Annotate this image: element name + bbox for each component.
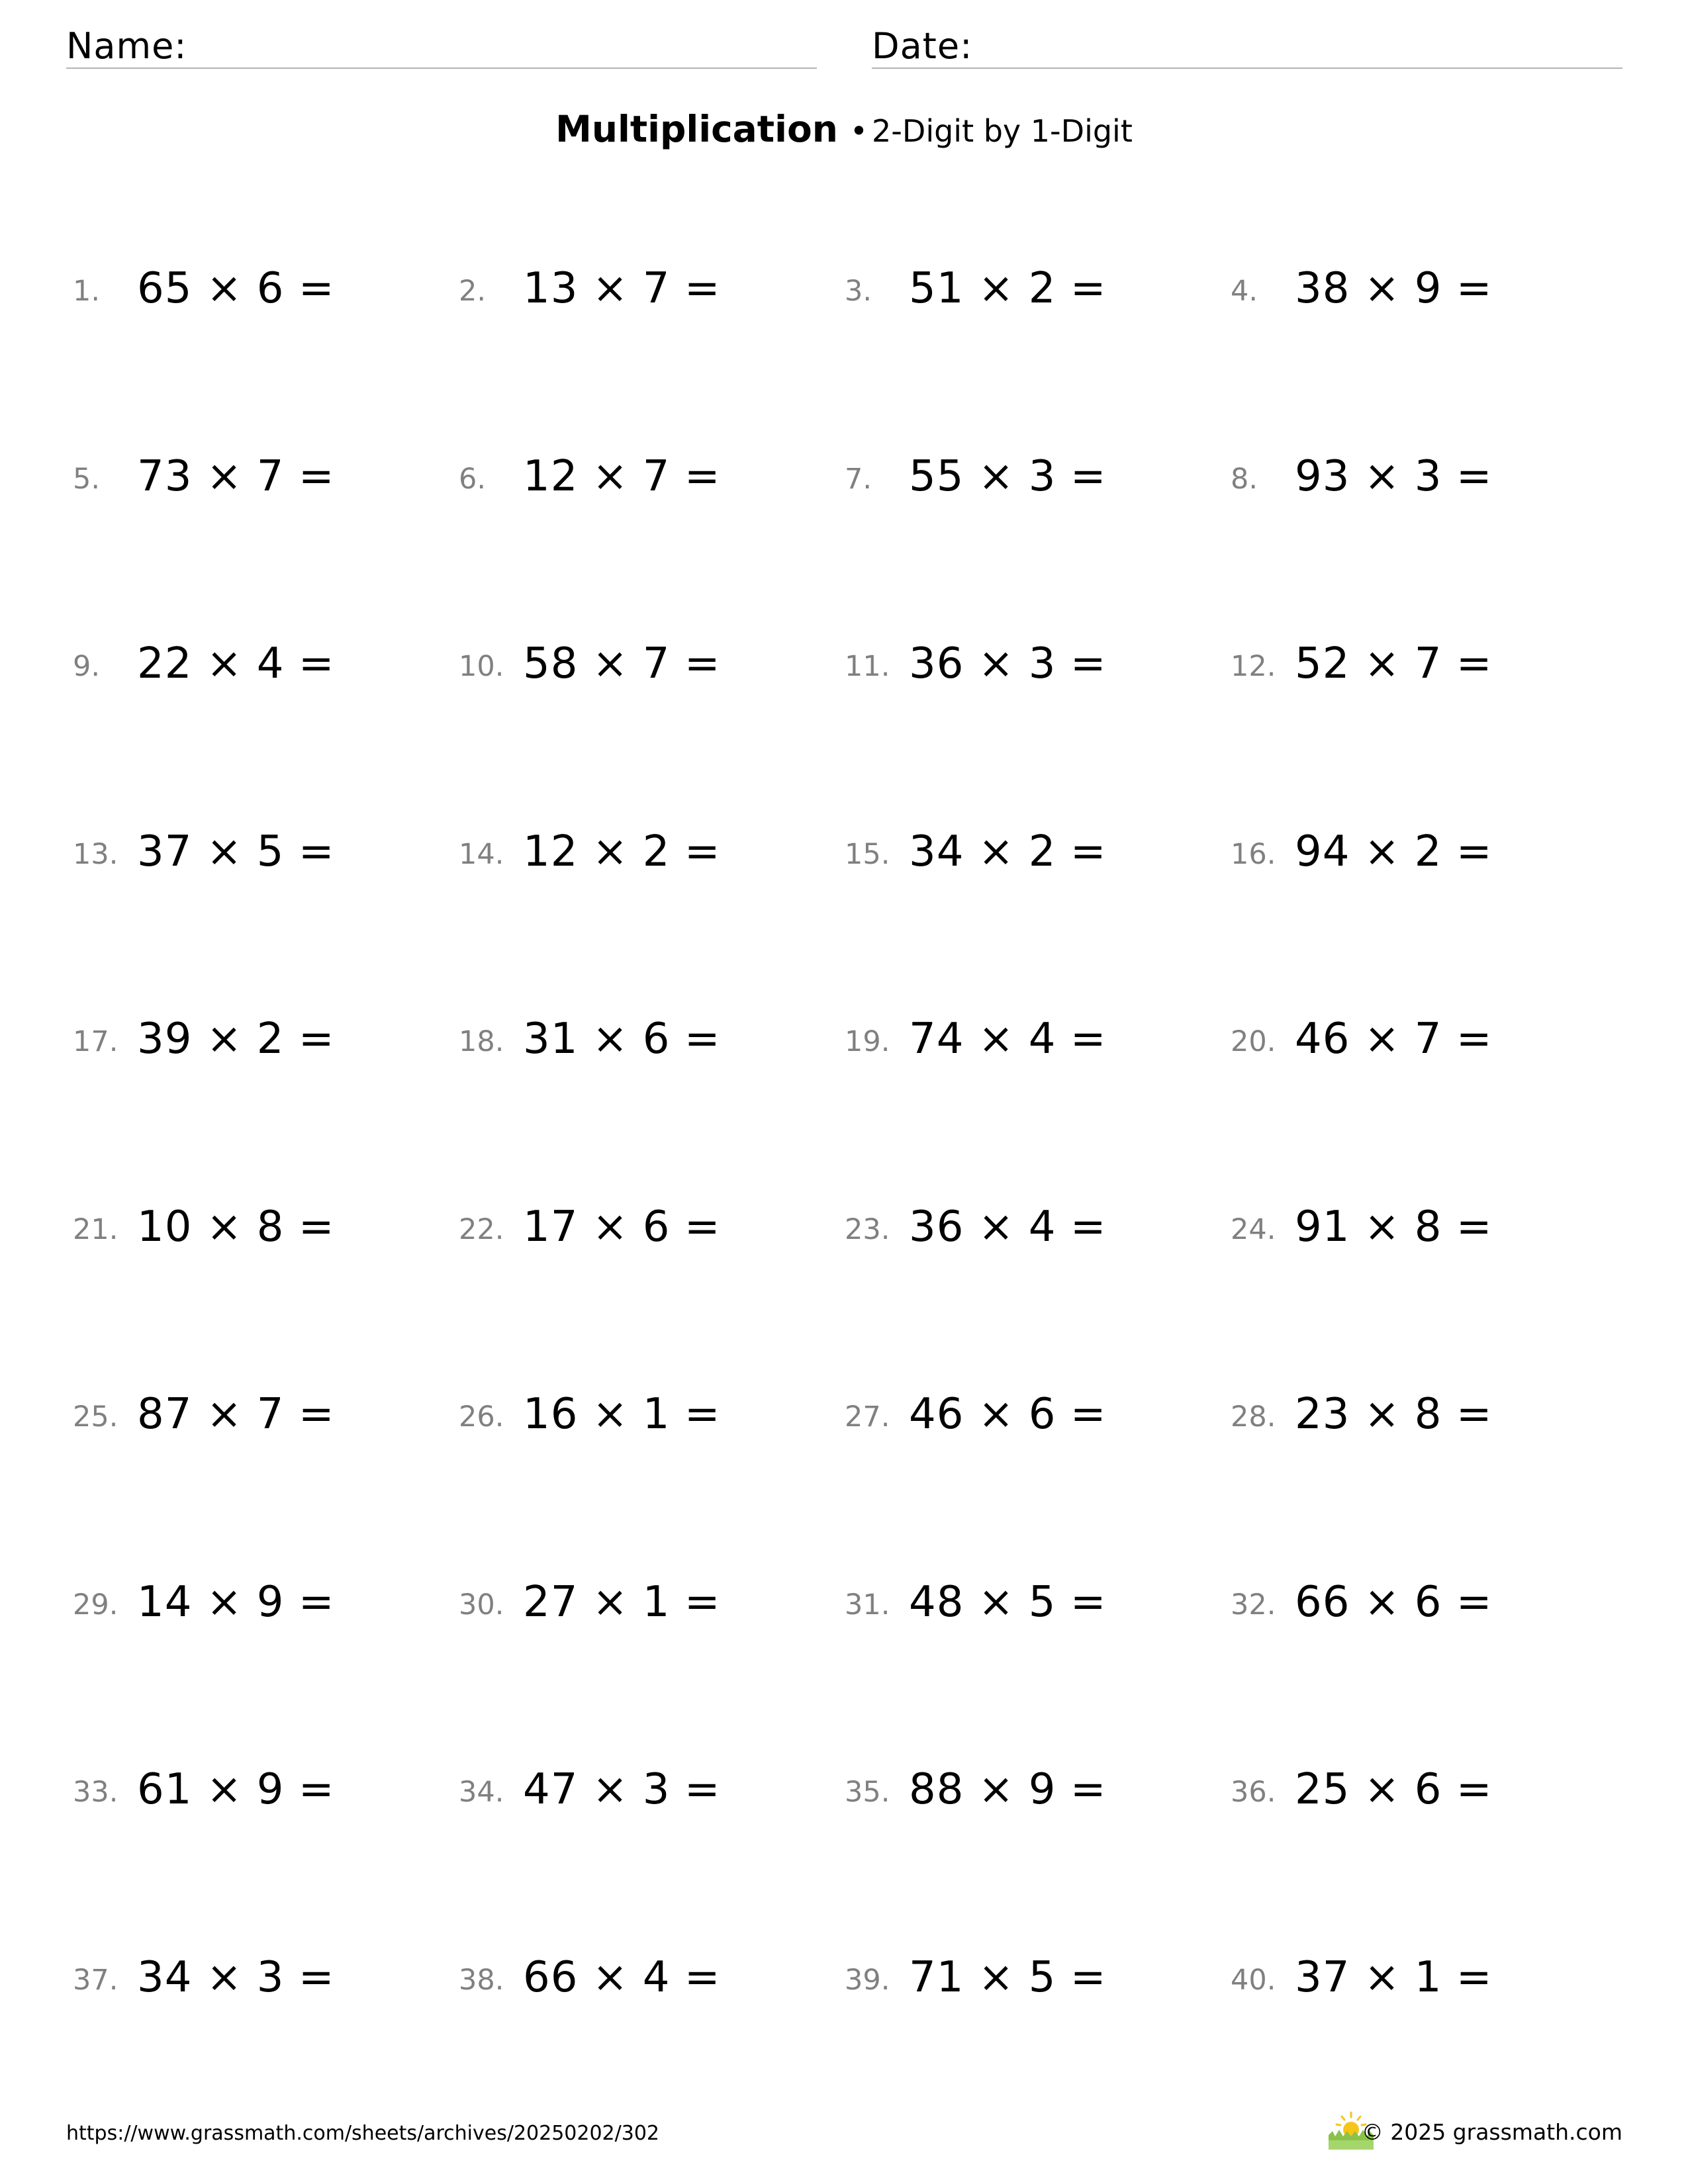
problem-number: 6. <box>459 463 487 496</box>
problem-item <box>845 1200 1215 1259</box>
problem-expression: 65 × 6 = <box>137 264 335 313</box>
problem-number: 31. <box>845 1588 890 1621</box>
problem-expression: 34 × 2 = <box>909 827 1107 876</box>
problem-expression: 55 × 3 = <box>909 452 1107 501</box>
problem-item <box>845 1012 1215 1071</box>
problem-item <box>1231 1575 1601 1635</box>
problem-number: 34. <box>459 1776 504 1809</box>
problem-expression: 38 × 9 = <box>1295 264 1493 313</box>
problem-expression: 48 × 5 = <box>909 1578 1107 1627</box>
problem-item <box>73 1762 444 1822</box>
problem-expression: 16 × 1 = <box>523 1390 721 1439</box>
problem-expression: 12 × 7 = <box>523 452 721 501</box>
problem-expression: 58 × 7 = <box>523 639 721 688</box>
problem-item <box>845 1575 1215 1635</box>
problem-item <box>845 825 1215 884</box>
problem-expression: 10 × 8 = <box>137 1203 335 1251</box>
problem-number: 16. <box>1231 838 1276 871</box>
problem-item <box>73 637 444 696</box>
problem-item <box>1231 1762 1601 1822</box>
problem-number: 2. <box>459 275 487 308</box>
problem-item <box>845 1762 1215 1822</box>
problem-number: 15. <box>845 838 890 871</box>
problem-number: 23. <box>845 1213 890 1246</box>
problem-item <box>1231 1200 1601 1259</box>
problem-number: 22. <box>459 1213 504 1246</box>
problem-item <box>73 1200 444 1259</box>
problem-expression: 12 × 2 = <box>523 827 721 876</box>
problem-expression: 74 × 4 = <box>909 1015 1107 1064</box>
problem-number: 37. <box>73 1964 118 1997</box>
problem-number: 7. <box>845 463 872 496</box>
problem-number: 40. <box>1231 1964 1276 1997</box>
problem-expression: 91 × 8 = <box>1295 1203 1493 1251</box>
problem-item <box>459 637 829 696</box>
date-label: Date: <box>872 25 973 67</box>
problem-item <box>459 1387 829 1447</box>
problem-number: 26. <box>459 1400 504 1433</box>
problem-item <box>73 1387 444 1447</box>
problem-expression: 87 × 7 = <box>137 1390 335 1439</box>
problem-expression: 23 × 8 = <box>1295 1390 1493 1439</box>
problem-item <box>1231 825 1601 884</box>
problem-expression: 13 × 7 = <box>523 264 721 313</box>
problem-item <box>1231 449 1601 509</box>
problem-number: 25. <box>73 1400 118 1433</box>
problem-expression: 66 × 6 = <box>1295 1578 1493 1627</box>
problem-number: 36. <box>1231 1776 1276 1809</box>
title-main: Multiplication <box>555 108 838 150</box>
problem-item <box>1231 1387 1601 1447</box>
problem-number: 17. <box>73 1025 118 1058</box>
title-subtitle: 2-Digit by 1-Digit <box>872 113 1133 149</box>
problem-expression: 46 × 6 = <box>909 1390 1107 1439</box>
problem-item <box>845 261 1215 321</box>
problem-item <box>459 1762 829 1822</box>
problem-item <box>73 1012 444 1071</box>
problem-item <box>73 261 444 321</box>
problem-number: 11. <box>845 650 890 683</box>
problem-item <box>845 1387 1215 1447</box>
problem-expression: 94 × 2 = <box>1295 827 1493 876</box>
problem-item <box>1231 261 1601 321</box>
problem-expression: 46 × 7 = <box>1295 1015 1493 1064</box>
problem-item <box>459 825 829 884</box>
problem-number: 14. <box>459 838 504 871</box>
problem-expression: 36 × 4 = <box>909 1203 1107 1251</box>
problem-number: 24. <box>1231 1213 1276 1246</box>
problem-item <box>1231 1950 1601 2010</box>
problem-number: 10. <box>459 650 504 683</box>
problem-item <box>73 1575 444 1635</box>
problem-expression: 73 × 7 = <box>137 452 335 501</box>
problem-item <box>845 637 1215 696</box>
problem-item <box>73 1950 444 2010</box>
problem-expression: 14 × 9 = <box>137 1578 335 1627</box>
problem-expression: 36 × 3 = <box>909 639 1107 688</box>
problem-number: 35. <box>845 1776 890 1809</box>
problem-number: 39. <box>845 1964 890 1997</box>
problem-expression: 22 × 4 = <box>137 639 335 688</box>
problem-number: 21. <box>73 1213 118 1246</box>
problem-item <box>459 1200 829 1259</box>
problem-expression: 37 × 5 = <box>137 827 335 876</box>
problem-expression: 27 × 1 = <box>523 1578 721 1627</box>
problem-item <box>459 1950 829 2010</box>
problem-expression: 37 × 1 = <box>1295 1953 1493 2002</box>
problem-number: 20. <box>1231 1025 1276 1058</box>
problem-expression: 71 × 5 = <box>909 1953 1107 2002</box>
problem-item <box>845 449 1215 509</box>
problem-number: 29. <box>73 1588 118 1621</box>
problem-item <box>459 1012 829 1071</box>
problem-number: 18. <box>459 1025 504 1058</box>
problem-expression: 31 × 6 = <box>523 1015 721 1064</box>
problem-expression: 51 × 2 = <box>909 264 1107 313</box>
problem-number: 8. <box>1231 463 1258 496</box>
problem-number: 13. <box>73 838 118 871</box>
problem-number: 30. <box>459 1588 504 1621</box>
problem-expression: 52 × 7 = <box>1295 639 1493 688</box>
footer-url[interactable]: https://www.grassmath.com/sheets/archives/20250202/302 <box>66 2122 660 2145</box>
problem-expression: 47 × 3 = <box>523 1765 721 1814</box>
problem-expression: 93 × 3 = <box>1295 452 1493 501</box>
footer-copyright: © 2025 grassmath.com <box>1361 2119 1622 2145</box>
problem-number: 4. <box>1231 275 1258 308</box>
problem-number: 3. <box>845 275 872 308</box>
problem-item <box>73 825 444 884</box>
problem-expression: 34 × 3 = <box>137 1953 335 2002</box>
problem-number: 5. <box>73 463 101 496</box>
problem-expression: 61 × 9 = <box>137 1765 335 1814</box>
problem-number: 33. <box>73 1776 118 1809</box>
problem-expression: 25 × 6 = <box>1295 1765 1493 1814</box>
problem-number: 28. <box>1231 1400 1276 1433</box>
problem-number: 9. <box>73 650 101 683</box>
name-label: Name: <box>66 25 187 67</box>
problem-expression: 39 × 2 = <box>137 1015 335 1064</box>
problem-number: 1. <box>73 275 101 308</box>
problem-number: 12. <box>1231 650 1276 683</box>
problem-item <box>459 261 829 321</box>
problem-item <box>1231 1012 1601 1071</box>
problem-number: 27. <box>845 1400 890 1433</box>
problem-number: 38. <box>459 1964 504 1997</box>
problem-item <box>459 1575 829 1635</box>
problem-expression: 66 × 4 = <box>523 1953 721 2002</box>
problem-number: 32. <box>1231 1588 1276 1621</box>
problem-expression: 17 × 6 = <box>523 1203 721 1251</box>
problem-number: 19. <box>845 1025 890 1058</box>
problem-item <box>73 449 444 509</box>
problem-expression: 88 × 9 = <box>909 1765 1107 1814</box>
problem-item <box>1231 637 1601 696</box>
problem-item <box>845 1950 1215 2010</box>
title-separator: • <box>849 113 868 149</box>
problem-item <box>459 449 829 509</box>
